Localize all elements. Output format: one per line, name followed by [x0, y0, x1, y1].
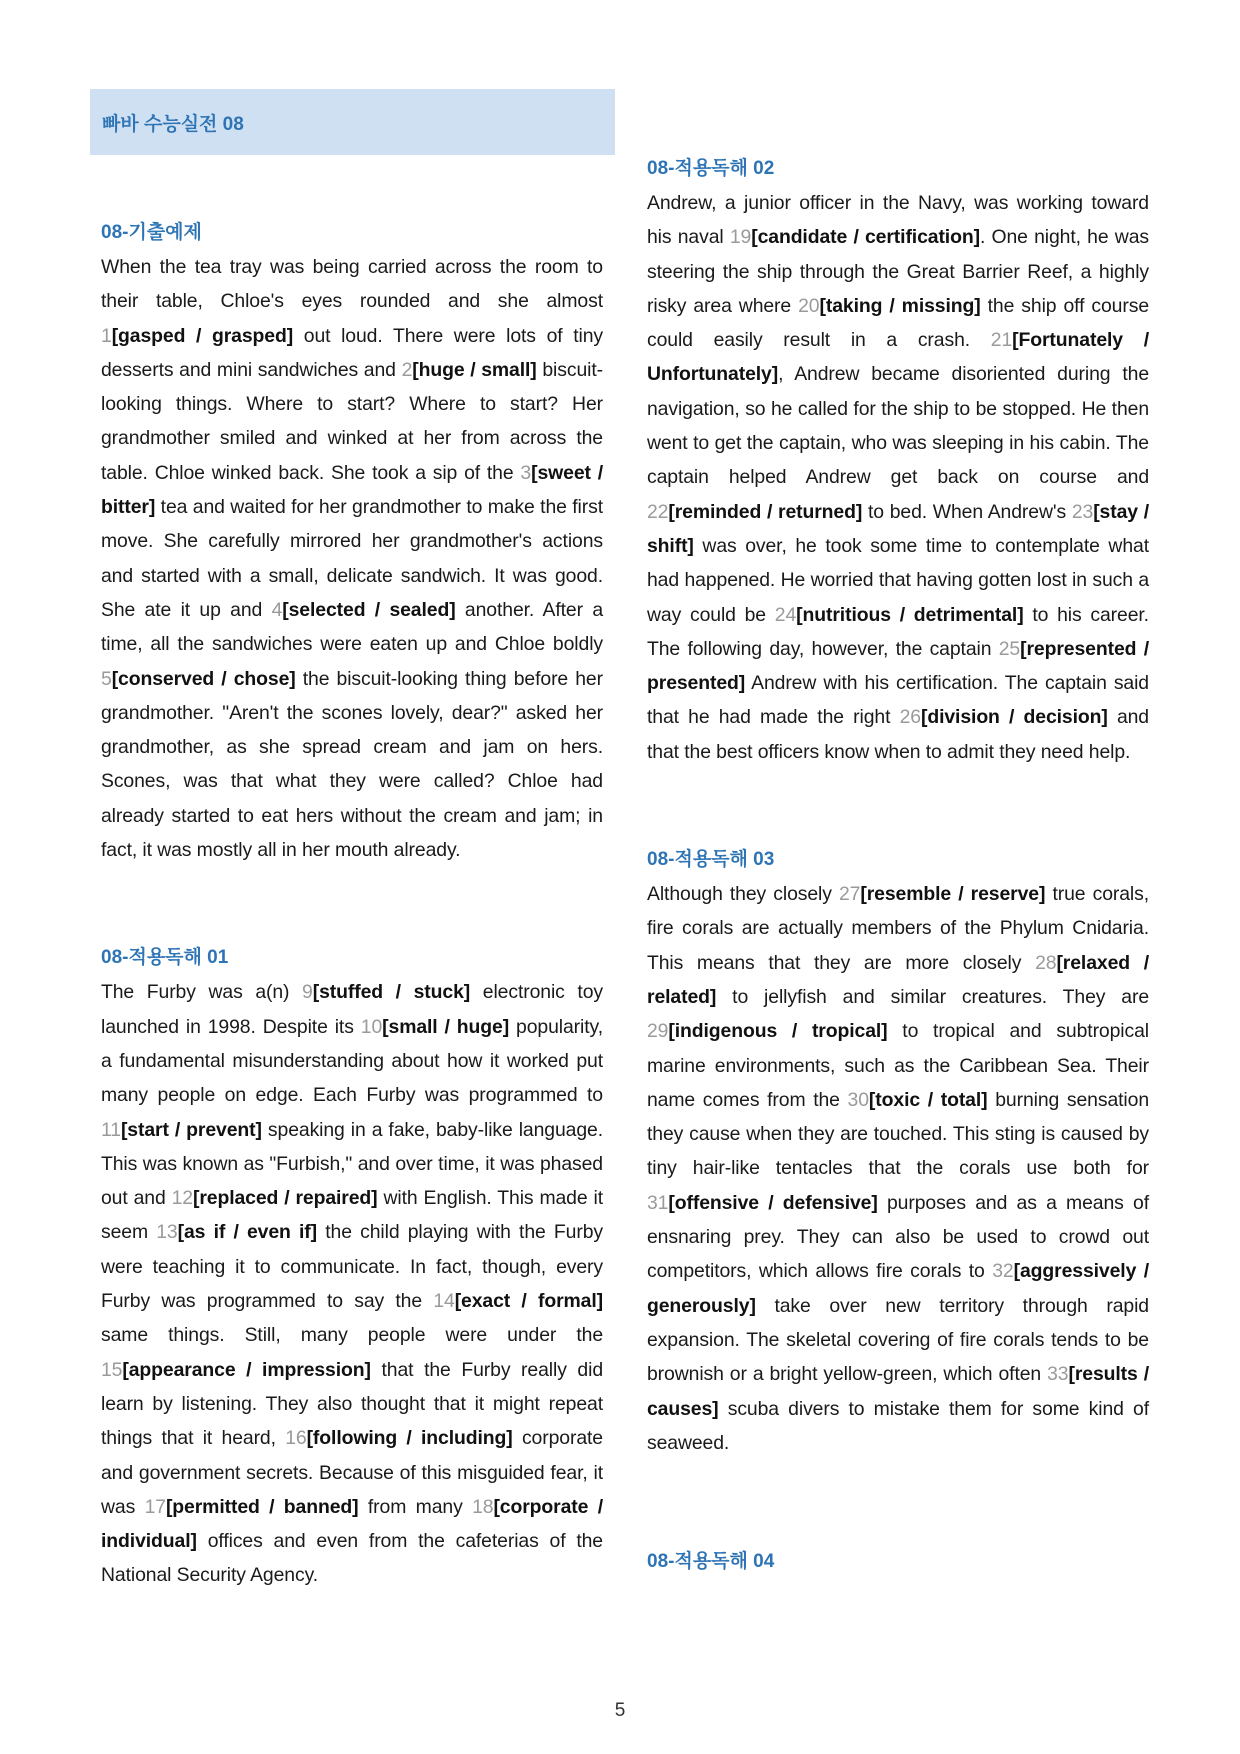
passage-text: burning sensation they cause when they are touched. This sting is caused by tiny hair-like tentacles that the corals use both for — [647, 1088, 1150, 1180]
question-number: 33 — [1047, 1363, 1069, 1386]
passage-text: with English. This made it seem — [101, 1187, 603, 1244]
question-number: 4 — [271, 598, 283, 621]
choice-options: [small / huge] — [382, 1015, 510, 1038]
question-number: 27 — [838, 883, 861, 906]
section-title: 08-적용독해 01 — [101, 947, 229, 969]
section-title: 08-적용독해 04 — [647, 1551, 775, 1573]
choice-options: [represented / presented] — [647, 637, 1149, 695]
choice-options: [sweet / bitter] — [101, 461, 604, 519]
passage-text: The Furby was a(n) — [101, 981, 303, 1004]
passage — [647, 186, 1149, 769]
choice-options: [aggressively / generously] — [647, 1260, 1150, 1317]
question-number: 23 — [1071, 500, 1094, 523]
passage-text: take over new territory through rapid expansion. The skeletal covering of fire corals tends to be brownish or a bright yellow-green, which often — [647, 1294, 1149, 1386]
choice-options: [following / including] — [306, 1427, 513, 1450]
passage-text: Andrew, a junior officer in the Navy, was working toward his naval — [647, 192, 1149, 249]
choice-options: [as if / even if] — [177, 1221, 318, 1244]
page-title: 빠바 수능실전 08 — [102, 113, 244, 135]
choice-options: [offensive / defensive] — [668, 1191, 878, 1214]
passage-text: from many — [358, 1495, 473, 1518]
passage-text: the child playing with the Furby were teaching it to communicate. In fact, though, every Furby was programmed to say the — [101, 1221, 603, 1313]
question-number: 5 — [101, 667, 112, 690]
choice-options: [candidate / certification] — [751, 226, 980, 249]
passage-text: was over, he took some time to contemplate what had happened. He worried that having gotten lost in such a way could be — [647, 534, 1149, 626]
passage-text: another. After a time, all the sandwiches were eaten up and Chloe boldly — [101, 598, 604, 656]
right-column — [647, 152, 1149, 1579]
passage-text: Andrew with his certification. The captain said that he had made the right — [647, 672, 1149, 729]
choice-options: [stay / shift] — [647, 500, 1150, 557]
passage-text: and that the best officers know when to admit they need help. — [647, 706, 1149, 763]
section-title: 08-적용독해 02 — [647, 158, 775, 179]
section-example — [101, 216, 603, 867]
question-number: 15 — [101, 1358, 123, 1381]
page-number: 5 — [614, 1700, 626, 1721]
passage-text: purposes and as a means of ensnaring prey. They can also be used to crowd out competitors, which allows fire corals to — [647, 1191, 1149, 1283]
choice-options: [relaxed / related] — [647, 951, 1149, 1008]
choice-options: [gasped / grasped] — [111, 324, 294, 347]
question-number: 13 — [156, 1221, 178, 1244]
passage-text: popularity, a fundamental misunderstanding about how it worked put many people on edge. Each Furby was programmed to — [101, 1015, 603, 1107]
question-number: 16 — [285, 1427, 307, 1450]
passage-text: to tropical and subtropical marine environments, such as the Caribbean Sea. Their name comes from the — [647, 1020, 1149, 1111]
question-number: 26 — [899, 706, 921, 729]
question-number: 21 — [990, 329, 1013, 352]
choice-options: [start / prevent] — [120, 1118, 262, 1141]
choice-options: [nutritious / detrimental] — [796, 603, 1024, 626]
passage-text: corporate and government secrets. Because of this misguided fear, it was — [101, 1427, 603, 1518]
question-number: 24 — [774, 603, 797, 626]
passage-text: biscuit-looking things. Where to start? Where to start? Her grandmother smiled and winked at her from across the table. Chloe winked back. She took a sip of the — [101, 358, 603, 484]
choice-options: [huge / small] — [412, 358, 537, 381]
choice-options: [selected / sealed] — [282, 598, 456, 621]
question-number: 1 — [101, 324, 112, 347]
choice-options: [taking / missing] — [819, 294, 981, 317]
choice-options: [replaced / repaired] — [192, 1187, 378, 1210]
question-number: 17 — [144, 1495, 166, 1518]
passage-text: offices and even from the cafeterias of the National Security Agency. — [101, 1530, 603, 1587]
passage-text: . One night, he was steering the ship through the Great Barrier Reef, a highly risky area where — [647, 226, 1149, 317]
choice-options: [resemble / reserve] — [860, 883, 1046, 906]
passage-text: electronic toy launched in 1998. Despite its — [101, 981, 603, 1038]
section-title: 08-기출예제 — [101, 222, 202, 243]
question-number: 18 — [472, 1495, 494, 1518]
passage-text: the biscuit-looking thing before her grandmother. "Aren't the scones lovely, dear?" asked her grandmother, as she spread cream and jam on hers. Scones, was that what they were called? Chloe had already started to eat hers without the cream and jam; in fact, it was mostly all in her mouth already. — [101, 667, 603, 862]
question-number: 10 — [360, 1015, 383, 1038]
passage-text: When the tea tray was being carried across the room to their table, Chloe's eyes rounded and she almost — [101, 256, 603, 313]
passage-text: that the Furby really did learn by listening. They also thought that it might repeat things that it heard, — [101, 1358, 603, 1450]
question-number: 20 — [798, 294, 820, 317]
question-number: 28 — [1035, 951, 1057, 974]
passage-text: , Andrew became disoriented during the navigation, so he called for the ship to be stopped. He then went to get the captain, who was sleeping in his cabin. The captain helped Andrew get back on course and — [647, 363, 1149, 489]
question-number: 31 — [647, 1191, 669, 1214]
passage-text: the ship off course could easily result in a crash. — [647, 294, 1149, 352]
choice-options: [toxic / total] — [868, 1088, 988, 1111]
choice-options: [conserved / chose] — [111, 667, 296, 690]
question-number: 2 — [401, 358, 413, 381]
section-reading-04 — [647, 1545, 1149, 1579]
question-number: 3 — [520, 461, 532, 484]
section-reading-02 — [647, 152, 1149, 769]
passage-text: Although they closely — [647, 883, 839, 906]
question-number: 14 — [433, 1290, 455, 1313]
question-number: 9 — [302, 981, 313, 1004]
passage-text: speaking in a fake, baby-like language. This was known as "Furbish," and over time, it was phased out and — [101, 1118, 603, 1210]
question-number: 25 — [998, 637, 1021, 660]
passage-text: same things. Still, many people were under the — [101, 1324, 603, 1347]
section-reading-01 — [101, 941, 603, 1592]
choice-options: [results / causes] — [647, 1363, 1149, 1420]
choice-options: [stuffed / stuck] — [312, 981, 471, 1004]
question-number: 22 — [647, 500, 669, 523]
choice-options: [appearance / impression] — [122, 1358, 371, 1381]
question-number: 19 — [729, 226, 752, 249]
passage-text: scuba divers to mistake them for some kind of seaweed. — [647, 1397, 1149, 1454]
choice-options: [indigenous / tropical] — [668, 1020, 888, 1043]
choice-options: [Fortunately / Unfortunately] — [647, 329, 1149, 386]
choice-options: [exact / formal] — [454, 1290, 603, 1313]
passage — [101, 250, 603, 867]
passage-text: tea and waited for her grandmother to make the first move. She carefully mirrored her grandmother's actions and started with a small, delicate sandwich. It was good. She ate it up and — [101, 496, 603, 621]
left-column — [101, 216, 603, 1593]
passage — [101, 975, 603, 1592]
passage-text: to jellyfish and similar creatures. They are — [716, 985, 1149, 1008]
choice-options: [division / decision] — [920, 706, 1108, 729]
passage-text: out loud. There were lots of tiny desserts and mini sandwiches and — [101, 324, 603, 381]
section-reading-03 — [647, 843, 1149, 1460]
passage-text: to bed. When Andrew's — [862, 500, 1072, 523]
question-number: 12 — [171, 1187, 193, 1210]
question-number: 30 — [847, 1088, 869, 1111]
choice-options: [reminded / returned] — [668, 500, 863, 523]
passage-text: to his career. The following day, however, the captain — [647, 603, 1149, 660]
choice-options: [corporate / individual] — [101, 1495, 603, 1553]
question-number: 32 — [992, 1260, 1014, 1283]
header-bar — [90, 89, 615, 155]
passage-text: true corals, fire corals are actually members of the Phylum Cnidaria. This means that they are more closely — [647, 883, 1150, 974]
question-number: 29 — [647, 1020, 669, 1043]
choice-options: [permitted / banned] — [165, 1495, 359, 1518]
question-number: 11 — [101, 1118, 121, 1141]
section-title: 08-적용독해 03 — [647, 849, 775, 871]
passage — [647, 877, 1149, 1460]
